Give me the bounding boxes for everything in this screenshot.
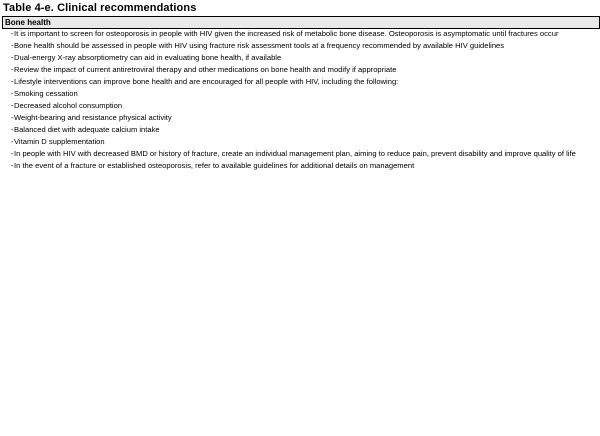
recommendation-text: Vitamin D supplementation — [14, 137, 105, 146]
bullet-marker: - — [11, 161, 14, 170]
recommendation-item — [11, 28, 576, 40]
recommendation-text: Dual-energy X-ray absorptiometry can aid in evaluating bone health, if available — [14, 53, 282, 62]
bullet-marker: - — [11, 149, 14, 158]
recommendation-text: Balanced diet with adequate calcium intake — [14, 125, 160, 134]
bullet-marker: - — [11, 101, 14, 110]
recommendation-text: In the event of a fracture or established osteoporosis, refer to available guidelines for additional details on management — [14, 161, 415, 170]
recommendation-item — [11, 76, 576, 88]
bullet-marker: - — [11, 53, 14, 62]
recommendation-item — [11, 112, 576, 124]
recommendation-text: Decreased alcohol consumption — [14, 101, 123, 110]
recommendation-text: It is important to screen for osteoporosis in people with HIV given the increased risk of metabolic bone disease. Osteoporosis is asymptomatic until fractures occur — [14, 29, 559, 38]
recommendation-item — [11, 148, 576, 160]
recommendation-item — [11, 64, 576, 76]
bullet-marker: - — [11, 137, 14, 146]
recommendation-item — [11, 88, 576, 100]
recommendation-item — [11, 160, 576, 172]
recommendation-text: Review the impact of current antiretroviral therapy and other medications on bone health and modify if appropriate — [14, 65, 397, 74]
recommendation-text: Smoking cessation — [14, 89, 78, 98]
recommendation-text: Weight-bearing and resistance physical activity — [14, 113, 172, 122]
recommendation-item — [11, 124, 576, 136]
recommendation-list — [11, 28, 576, 172]
bullet-marker: - — [11, 41, 14, 50]
bullet-marker: - — [11, 113, 14, 122]
recommendation-text: Bone health should be assessed in people with HIV using fracture risk assessment tools at a frequency recommended by available HIV guidelines — [14, 41, 505, 50]
table-title: Table 4-e. Clinical recommendations — [3, 2, 197, 14]
bullet-marker: - — [11, 77, 14, 86]
bullet-marker: - — [11, 125, 14, 134]
bullet-marker: - — [11, 65, 14, 74]
bullet-marker: - — [11, 89, 14, 98]
recommendation-item — [11, 100, 576, 112]
bullet-marker: - — [11, 29, 14, 38]
recommendation-item — [11, 40, 576, 52]
recommendation-text: In people with HIV with decreased BMD or history of fracture, create an individual management plan, aiming to reduce pain, prevent disability and improve quality of life — [14, 149, 576, 158]
section-header-bone-health: Bone health — [2, 16, 600, 29]
recommendation-item — [11, 136, 576, 148]
recommendation-item — [11, 52, 576, 64]
recommendation-text: Lifestyle interventions can improve bone health and are encouraged for all people with HIV, including the following: — [14, 77, 399, 86]
